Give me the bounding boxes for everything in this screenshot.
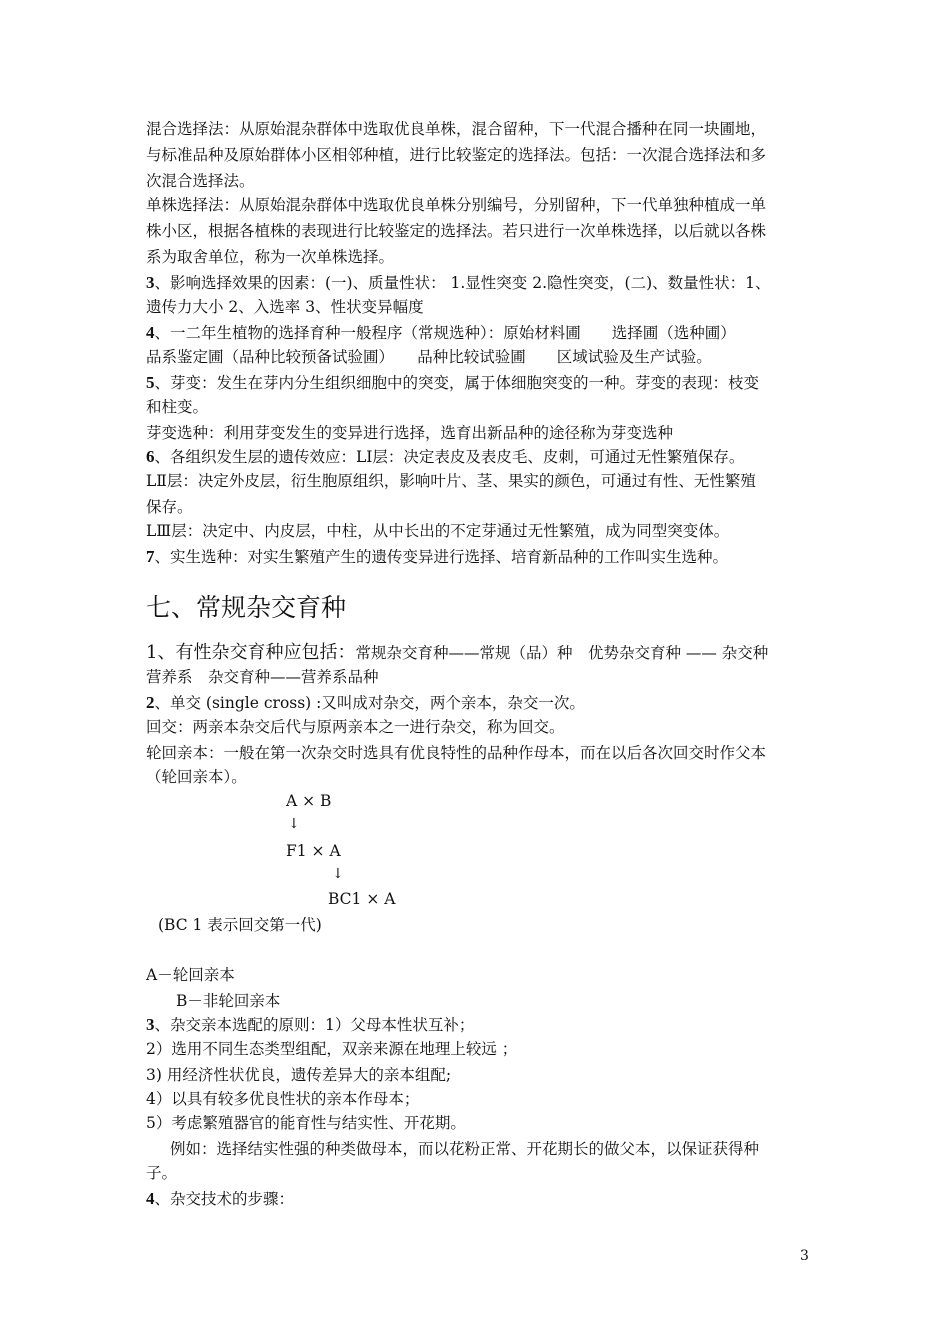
item-text: 、影响选择效果的因素：(一)、质量性状： 1.显性突变 2.隐性突变，(二)、数量性状：1、 — [154, 274, 771, 292]
layer-effect-line-2: LⅡ层：决定外皮层，衍生胞原组织，影响叶片、茎、果实的颜色，可通过有性、无性繁殖 — [146, 472, 756, 490]
example-line-2: 子。 — [146, 1164, 178, 1182]
example-line-1: 例如：选择结实性强的种类做母本，而以花粉正常、开花期长的做父本，以保证获得种 — [170, 1140, 760, 1158]
item-number: 3 — [146, 273, 155, 292]
selection-factors-line-2: 遗传力大小 2、入选率 3、性状变异幅度 — [146, 298, 424, 316]
item-number: 7 — [146, 547, 155, 566]
parent-selection-line-3: 3) 用经济性状优良，遗传差异大的亲本组配; — [146, 1066, 452, 1084]
hybrid-technique-line — [146, 1186, 814, 1212]
recurrent-parent-line-2: （轮回亲本）。 — [146, 768, 247, 786]
item-number: 4 — [146, 1189, 155, 1208]
single-plant-selection-line-2: 株小区，根据各植株的表现进行比较鉴定的选择法。若只进行一次单株选择，以后就以各株 — [146, 222, 767, 240]
hybrid-breeding-types: 常规杂交育种——常规（品）种 优势杂交育种 —— 杂交种 — [355, 644, 769, 662]
single-plant-selection-line-1: 单株选择法：从原始混杂群体中选取优良单株分别编号，分别留种，下一代单独种植成一单 — [146, 196, 767, 214]
item-number: 3 — [146, 1015, 155, 1034]
cross-diagram-f1: F1 × A — [286, 842, 341, 860]
legend-recurrent: A－轮回亲本 — [146, 966, 235, 984]
parent-selection-line-1 — [146, 1012, 814, 1038]
bud-mutation-line-1 — [146, 370, 814, 396]
breeding-procedure-line-1 — [146, 320, 814, 346]
item-number: 5 — [146, 373, 155, 392]
layer-effect-line-4: LⅢ层：决定中、内皮层，中柱，从中长出的不定芽通过无性繁殖，成为同型突变体。 — [146, 522, 730, 540]
cross-diagram-note: (BC 1 表示回交第一代) — [158, 916, 322, 934]
item-text: 、实生选种：对实生繁殖产生的遗传变异进行选择、培育新品种的工作叫实生选种。 — [154, 548, 729, 566]
bud-mutation-line-2: 和柱变。 — [146, 398, 209, 416]
single-plant-selection-line-3: 系为取舍单位，称为一次单株选择。 — [146, 248, 395, 266]
item-number: 6 — [146, 447, 155, 466]
item-number: 2 — [146, 693, 155, 712]
cross-diagram-parents: A × B — [286, 792, 332, 810]
item-text: 、芽变：发生在芽内分生组织细胞中的突变，属于体细胞突变的一种。芽变的表现：枝变 — [154, 374, 760, 392]
seedling-selection-line — [146, 544, 814, 570]
hybrid-breeding-line-1 — [146, 640, 814, 666]
mass-selection-line-3: 次混合选择法。 — [146, 172, 255, 190]
parent-selection-line-2: 2）选用不同生态类型组配，双亲来源在地理上较远 ； — [146, 1040, 518, 1058]
section-heading: 七、常规杂交育种 — [146, 593, 347, 622]
cross-diagram-bc1: BC1 × A — [328, 890, 396, 908]
hybrid-breeding-line-2: 营养系 杂交育种——营养系品种 — [146, 668, 379, 686]
bud-selection-line: 芽变选种：利用芽变发生的变异进行选择，选育出新品种的途径称为芽变选种 — [146, 424, 674, 442]
mass-selection-line-2: 与标准品种及原始群体小区相邻种植，进行比较鉴定的选择法。包括：一次混合选择法和多 — [146, 146, 767, 164]
item-text: 、一二年生植物的选择育种一般程序（常规选种）：原始材料圃 选择圃（选种圃） — [154, 324, 736, 342]
item-text: 、单交 (single cross) :又叫成对杂交，两个亲本，杂交一次。 — [154, 694, 585, 712]
item-text: 、杂交技术的步骤： — [154, 1190, 295, 1208]
single-cross-line — [146, 690, 814, 716]
item-number: 4 — [146, 323, 155, 342]
hybrid-breeding-intro: 1、有性杂交育种应包括： — [146, 642, 356, 663]
legend-non-recurrent: B－非轮回亲本 — [176, 992, 281, 1010]
down-arrow-icon: ↓ — [332, 866, 344, 882]
backcross-line: 回交：两亲本杂交后代与原两亲本之一进行杂交，称为回交。 — [146, 718, 565, 736]
down-arrow-icon: ↓ — [288, 816, 300, 832]
parent-selection-line-5: 5）考虑繁殖器官的能育性与结实性、开花期。 — [146, 1114, 466, 1132]
item-text: 、杂交亲本选配的原则：1）父母本性状互补； — [154, 1016, 475, 1034]
breeding-procedure-line-2: 品系鉴定圃（品种比较预备试验圃） 品种比较试验圃 区域试验及生产试验。 — [146, 348, 712, 366]
layer-effect-line-1 — [146, 444, 814, 470]
recurrent-parent-line-1: 轮回亲本：一般在第一次杂交时选具有优良特性的品种作母本，而在以后各次回交时作父本 — [146, 744, 767, 762]
selection-factors-line-1 — [146, 270, 814, 296]
page-number: 3 — [800, 1248, 809, 1264]
parent-selection-line-4: 4）以具有较多优良性状的亲本作母本； — [146, 1090, 420, 1108]
layer-effect-line-3: 保存。 — [146, 498, 193, 516]
item-text: 、各组织发生层的遗传效应：LⅠ层：决定表皮及表皮毛、皮刺，可通过无性繁殖保存。 — [154, 448, 745, 466]
mass-selection-line-1: 混合选择法：从原始混杂群体中选取优良单株，混合留种，下一代混合播种在同一块圃地， — [146, 120, 767, 138]
